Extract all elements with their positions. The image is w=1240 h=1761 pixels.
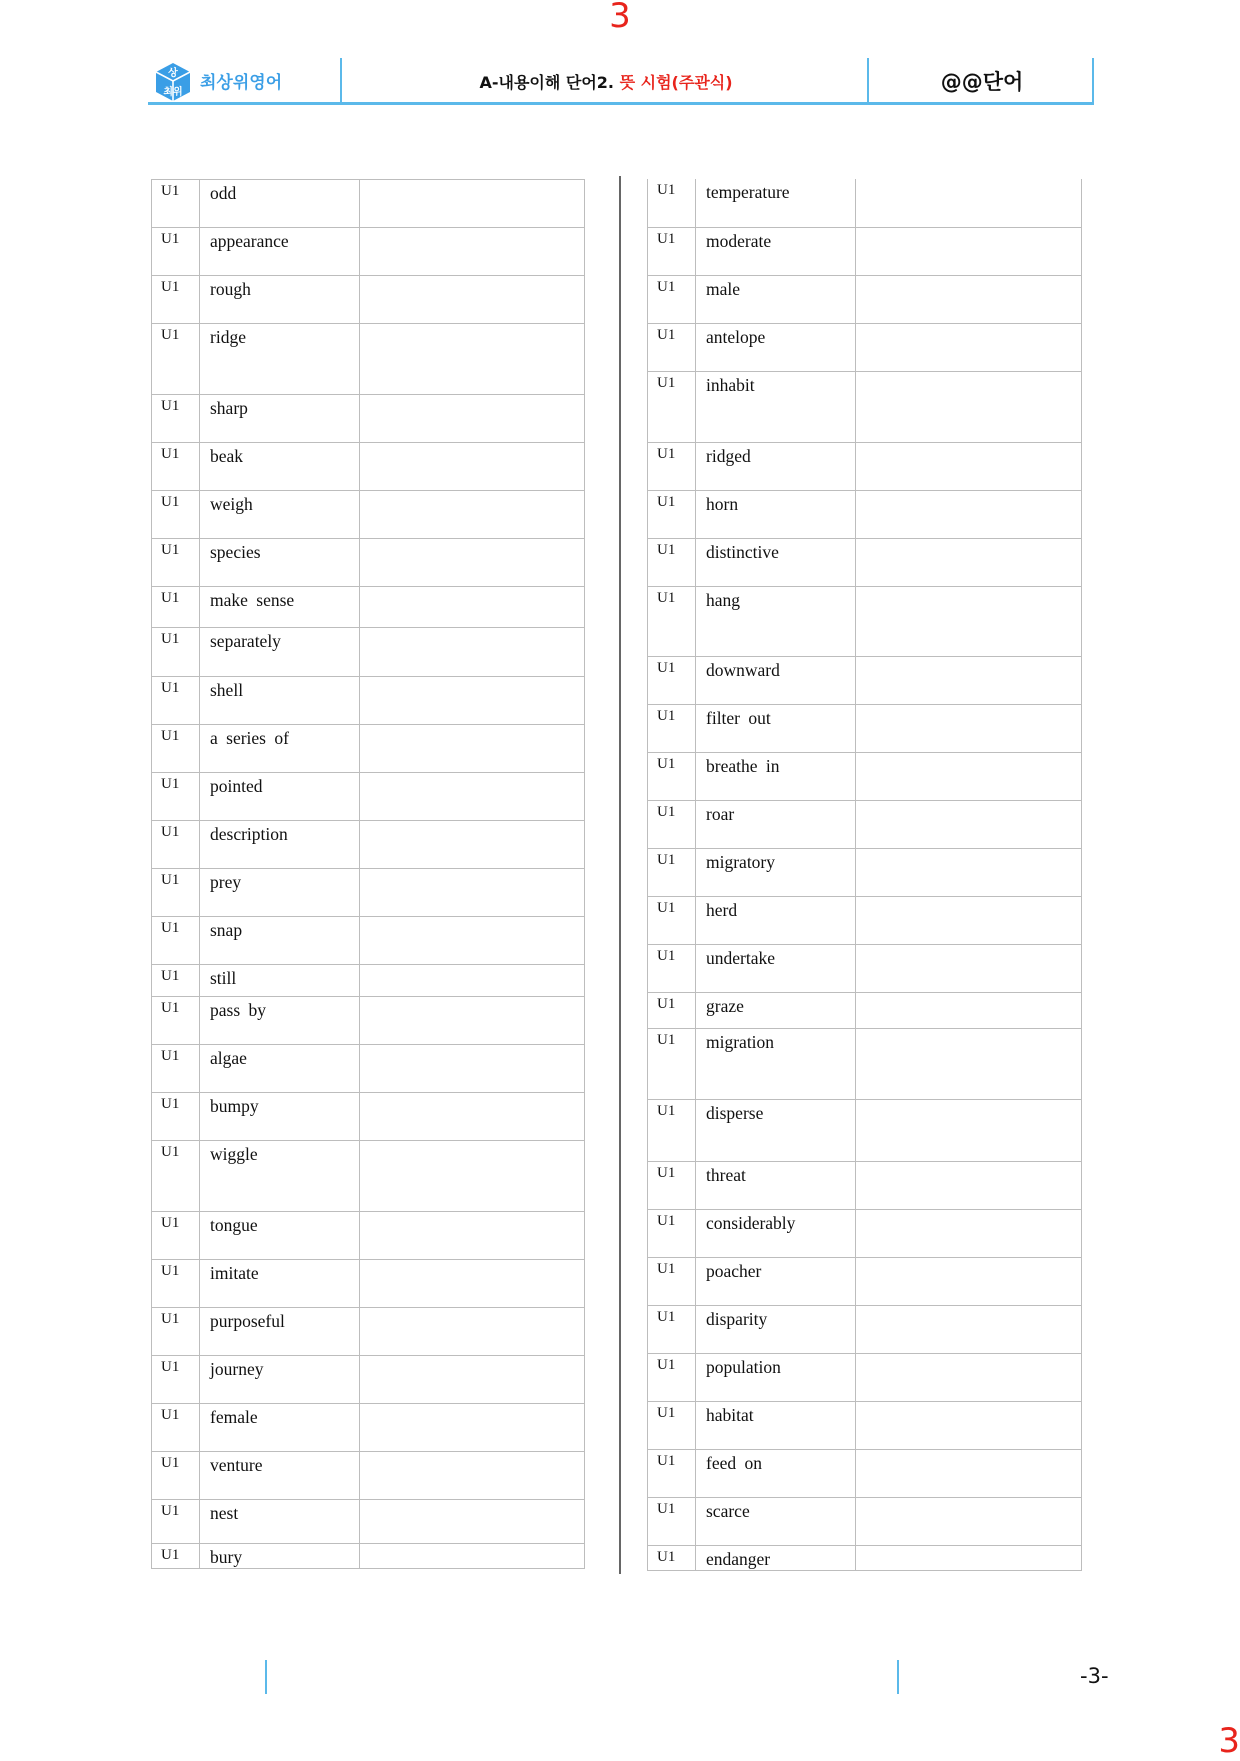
word-cell: distinctive <box>696 538 856 586</box>
word-cell: breathe in <box>696 752 856 800</box>
unit-cell: U1 <box>648 586 696 656</box>
unit-cell: U1 <box>152 965 200 997</box>
unit-cell: U1 <box>152 917 200 965</box>
table-row <box>648 490 1082 538</box>
answer-cell[interactable] <box>856 490 1082 538</box>
unit-cell: U1 <box>648 800 696 848</box>
word-cell: description <box>200 821 360 869</box>
answer-cell[interactable] <box>360 1141 585 1212</box>
unit-cell: U1 <box>152 869 200 917</box>
answer-cell[interactable] <box>856 848 1082 896</box>
word-cell: disperse <box>696 1099 856 1161</box>
vocab-table-left <box>151 179 585 1569</box>
word-cell: algae <box>200 1045 360 1093</box>
word-cell: feed on <box>696 1449 856 1497</box>
word-cell: odd <box>200 180 360 228</box>
table-row <box>152 1452 585 1500</box>
word-cell: venture <box>200 1452 360 1500</box>
unit-cell: U1 <box>152 491 200 539</box>
unit-cell: U1 <box>152 395 200 443</box>
word-cell: graze <box>696 992 856 1028</box>
unit-cell: U1 <box>152 276 200 324</box>
unit-cell: U1 <box>152 324 200 395</box>
answer-cell[interactable] <box>856 704 1082 752</box>
table-row <box>152 628 585 677</box>
unit-cell: U1 <box>152 1212 200 1260</box>
answer-cell[interactable] <box>360 539 585 587</box>
word-cell: imitate <box>200 1260 360 1308</box>
answer-cell[interactable] <box>360 587 585 628</box>
answer-cell[interactable] <box>360 324 585 395</box>
table-row <box>152 773 585 821</box>
unit-cell: U1 <box>648 538 696 586</box>
table-row <box>648 275 1082 323</box>
logo-text-bottom: 최위 <box>163 87 183 98</box>
word-cell: snap <box>200 917 360 965</box>
word-cell: threat <box>696 1161 856 1209</box>
table-row <box>648 944 1082 992</box>
table-row <box>152 917 585 965</box>
word-cell: purposeful <box>200 1308 360 1356</box>
answer-cell[interactable] <box>360 1260 585 1308</box>
answer-cell[interactable] <box>856 1545 1082 1570</box>
table-row <box>648 1449 1082 1497</box>
table-row <box>152 1404 585 1452</box>
unit-cell: U1 <box>648 227 696 275</box>
word-cell: tongue <box>200 1212 360 1260</box>
page-marker-corner: 3 <box>1218 1721 1240 1761</box>
word-cell: journey <box>200 1356 360 1404</box>
unit-cell: U1 <box>152 587 200 628</box>
word-cell: considerably <box>696 1209 856 1257</box>
word-cell: ridge <box>200 324 360 395</box>
unit-cell: U1 <box>152 997 200 1045</box>
unit-cell: U1 <box>152 443 200 491</box>
unit-cell: U1 <box>152 1404 200 1452</box>
table-row <box>152 228 585 276</box>
word-cell: pointed <box>200 773 360 821</box>
table-row <box>152 1260 585 1308</box>
answer-cell[interactable] <box>856 275 1082 323</box>
word-cell: disparity <box>696 1305 856 1353</box>
table-row <box>648 371 1082 442</box>
answer-cell[interactable] <box>360 965 585 997</box>
word-cell: pass by <box>200 997 360 1045</box>
footer-divider <box>897 1660 899 1694</box>
word-cell: separately <box>200 628 360 677</box>
word-cell: filter out <box>696 704 856 752</box>
table-row <box>152 1544 585 1569</box>
table-row <box>648 1305 1082 1353</box>
unit-cell: U1 <box>152 180 200 228</box>
table-row <box>152 539 585 587</box>
word-cell: temperature <box>696 179 856 227</box>
word-cell: ridged <box>696 442 856 490</box>
answer-cell[interactable] <box>360 491 585 539</box>
answer-cell[interactable] <box>360 869 585 917</box>
answer-cell[interactable] <box>856 656 1082 704</box>
answer-cell[interactable] <box>856 1028 1082 1099</box>
unit-cell: U1 <box>648 1449 696 1497</box>
unit-cell: U1 <box>152 1356 200 1404</box>
answer-cell[interactable] <box>856 1209 1082 1257</box>
table-row <box>152 180 585 228</box>
table-row <box>648 752 1082 800</box>
unit-cell: U1 <box>152 228 200 276</box>
unit-cell: U1 <box>648 1545 696 1570</box>
unit-cell: U1 <box>152 821 200 869</box>
unit-cell: U1 <box>152 677 200 725</box>
word-cell: nest <box>200 1500 360 1544</box>
answer-cell[interactable] <box>856 944 1082 992</box>
unit-cell: U1 <box>648 992 696 1028</box>
brand-name: 최상위영어 <box>200 73 283 93</box>
word-cell: inhabit <box>696 371 856 442</box>
table-row <box>648 1161 1082 1209</box>
word-cell: female <box>200 1404 360 1452</box>
word-cell: prey <box>200 869 360 917</box>
table-row <box>152 1308 585 1356</box>
answer-cell[interactable] <box>360 1308 585 1356</box>
word-cell: horn <box>696 490 856 538</box>
table-row <box>152 1356 585 1404</box>
unit-cell: U1 <box>152 725 200 773</box>
word-cell: wiggle <box>200 1141 360 1212</box>
unit-cell: U1 <box>648 1257 696 1305</box>
table-row <box>648 800 1082 848</box>
unit-cell: U1 <box>648 1028 696 1099</box>
answer-cell[interactable] <box>856 800 1082 848</box>
table-row <box>152 725 585 773</box>
word-cell: migration <box>696 1028 856 1099</box>
title-part-2: 뜻 시험(주관식) <box>619 73 733 92</box>
unit-cell: U1 <box>152 1093 200 1141</box>
table-row <box>648 896 1082 944</box>
table-row <box>648 227 1082 275</box>
unit-cell: U1 <box>152 539 200 587</box>
header-divider <box>867 58 869 102</box>
table-row <box>648 1401 1082 1449</box>
table-row <box>648 538 1082 586</box>
word-cell: bury <box>200 1544 360 1569</box>
table-row <box>152 276 585 324</box>
answer-cell[interactable] <box>856 1401 1082 1449</box>
word-cell: undertake <box>696 944 856 992</box>
unit-cell: U1 <box>152 1544 200 1569</box>
unit-cell: U1 <box>152 1045 200 1093</box>
unit-cell: U1 <box>152 628 200 677</box>
answer-cell[interactable] <box>360 1404 585 1452</box>
answer-cell[interactable] <box>856 179 1082 227</box>
table-row <box>648 442 1082 490</box>
unit-cell: U1 <box>648 442 696 490</box>
answer-cell[interactable] <box>360 677 585 725</box>
table-row <box>152 1212 585 1260</box>
answer-cell[interactable] <box>856 1305 1082 1353</box>
table-row <box>648 1353 1082 1401</box>
answer-cell[interactable] <box>856 1497 1082 1545</box>
table-row <box>648 992 1082 1028</box>
word-cell: beak <box>200 443 360 491</box>
answer-cell[interactable] <box>856 1449 1082 1497</box>
cube-logo-icon <box>154 62 192 102</box>
word-cell: hang <box>696 586 856 656</box>
footer-divider <box>265 1660 267 1694</box>
word-cell: poacher <box>696 1257 856 1305</box>
table-row <box>648 848 1082 896</box>
unit-cell: U1 <box>152 1452 200 1500</box>
unit-cell: U1 <box>648 1305 696 1353</box>
answer-cell[interactable] <box>856 896 1082 944</box>
answer-cell[interactable] <box>856 1161 1082 1209</box>
table-row <box>152 1093 585 1141</box>
table-row <box>152 395 585 443</box>
unit-cell: U1 <box>152 1141 200 1212</box>
word-cell: migratory <box>696 848 856 896</box>
unit-cell: U1 <box>648 275 696 323</box>
unit-cell: U1 <box>648 944 696 992</box>
word-cell: population <box>696 1353 856 1401</box>
word-cell: bumpy <box>200 1093 360 1141</box>
unit-cell: U1 <box>648 896 696 944</box>
answer-cell[interactable] <box>856 1353 1082 1401</box>
unit-cell: U1 <box>152 1500 200 1544</box>
table-row <box>152 491 585 539</box>
unit-cell: U1 <box>648 1401 696 1449</box>
word-cell: shell <box>200 677 360 725</box>
page-marker-top: 3 <box>609 0 631 36</box>
table-row <box>648 1099 1082 1161</box>
answer-cell[interactable] <box>360 1212 585 1260</box>
answer-cell[interactable] <box>360 997 585 1045</box>
answer-cell[interactable] <box>360 628 585 677</box>
table-row <box>648 586 1082 656</box>
answer-cell[interactable] <box>360 1356 585 1404</box>
table-row <box>648 656 1082 704</box>
page-title <box>344 70 868 93</box>
word-cell: species <box>200 539 360 587</box>
unit-cell: U1 <box>648 704 696 752</box>
header-right-label: @@단어 <box>940 70 1024 94</box>
table-row <box>152 677 585 725</box>
unit-cell: U1 <box>648 1161 696 1209</box>
word-cell: habitat <box>696 1401 856 1449</box>
table-row <box>648 179 1082 227</box>
word-cell: roar <box>696 800 856 848</box>
word-cell: a series of <box>200 725 360 773</box>
table-row <box>648 1497 1082 1545</box>
page-header <box>148 56 1094 105</box>
title-part-1: A-내용이해 단어2. <box>479 73 620 92</box>
answer-cell[interactable] <box>360 1452 585 1500</box>
answer-cell[interactable] <box>360 1544 585 1569</box>
word-cell: make sense <box>200 587 360 628</box>
answer-cell[interactable] <box>856 586 1082 656</box>
table-row <box>152 1500 585 1544</box>
answer-cell[interactable] <box>360 443 585 491</box>
answer-cell[interactable] <box>856 538 1082 586</box>
unit-cell: U1 <box>152 1260 200 1308</box>
header-divider <box>340 58 342 102</box>
unit-cell: U1 <box>648 323 696 371</box>
answer-cell[interactable] <box>856 371 1082 442</box>
table-row <box>648 1028 1082 1099</box>
vocab-table-right <box>647 179 1082 1571</box>
word-cell: herd <box>696 896 856 944</box>
table-row <box>648 1257 1082 1305</box>
table-row <box>648 1209 1082 1257</box>
unit-cell: U1 <box>648 1209 696 1257</box>
column-divider <box>619 176 621 1574</box>
table-row <box>152 1141 585 1212</box>
answer-cell[interactable] <box>856 752 1082 800</box>
answer-cell[interactable] <box>856 442 1082 490</box>
word-cell: antelope <box>696 323 856 371</box>
table-row <box>152 965 585 997</box>
answer-cell[interactable] <box>856 1257 1082 1305</box>
word-cell: scarce <box>696 1497 856 1545</box>
word-cell: appearance <box>200 228 360 276</box>
answer-cell[interactable] <box>856 227 1082 275</box>
unit-cell: U1 <box>648 656 696 704</box>
unit-cell: U1 <box>648 752 696 800</box>
unit-cell: U1 <box>648 1353 696 1401</box>
answer-cell[interactable] <box>360 1093 585 1141</box>
answer-cell[interactable] <box>360 395 585 443</box>
logo-text-top: 상 <box>168 68 178 79</box>
answer-cell[interactable] <box>360 917 585 965</box>
answer-cell[interactable] <box>360 725 585 773</box>
unit-cell: U1 <box>648 490 696 538</box>
answer-cell[interactable] <box>360 276 585 324</box>
answer-cell[interactable] <box>360 821 585 869</box>
table-row <box>152 821 585 869</box>
answer-cell[interactable] <box>360 228 585 276</box>
table-row <box>152 587 585 628</box>
table-row <box>152 324 585 395</box>
unit-cell: U1 <box>648 1497 696 1545</box>
table-row <box>152 869 585 917</box>
table-row <box>152 997 585 1045</box>
word-cell: sharp <box>200 395 360 443</box>
word-cell: endanger <box>696 1545 856 1570</box>
answer-cell[interactable] <box>360 1045 585 1093</box>
unit-cell: U1 <box>152 1308 200 1356</box>
word-cell: still <box>200 965 360 997</box>
answer-cell[interactable] <box>360 773 585 821</box>
unit-cell: U1 <box>648 1099 696 1161</box>
answer-cell[interactable] <box>360 1500 585 1544</box>
unit-cell: U1 <box>648 371 696 442</box>
unit-cell: U1 <box>152 773 200 821</box>
answer-cell[interactable] <box>856 323 1082 371</box>
header-divider <box>1092 58 1094 102</box>
page-number: -3- <box>1080 1664 1109 1688</box>
table-row <box>152 1045 585 1093</box>
answer-cell[interactable] <box>360 180 585 228</box>
word-cell: moderate <box>696 227 856 275</box>
table-row <box>648 323 1082 371</box>
table-row <box>648 704 1082 752</box>
unit-cell: U1 <box>648 848 696 896</box>
table-row <box>648 1545 1082 1570</box>
word-cell: downward <box>696 656 856 704</box>
unit-cell: U1 <box>648 179 696 227</box>
answer-cell[interactable] <box>856 992 1082 1028</box>
word-cell: male <box>696 275 856 323</box>
word-cell: weigh <box>200 491 360 539</box>
answer-cell[interactable] <box>856 1099 1082 1161</box>
word-cell: rough <box>200 276 360 324</box>
table-row <box>152 443 585 491</box>
